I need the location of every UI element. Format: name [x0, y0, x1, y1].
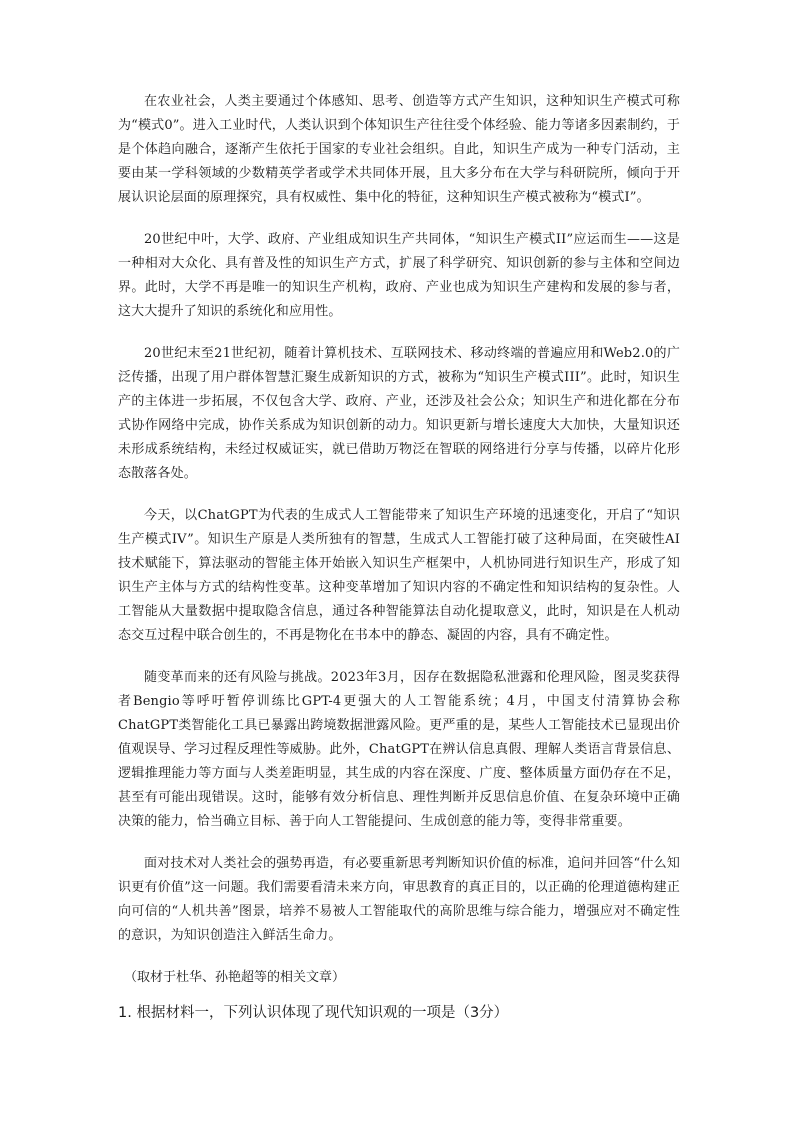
paragraph-5: 随变革而来的还有风险与挑战。2023年3月，因存在数据隐私泄露和伦理风险，图灵奖获得者Bengio等呼吁暂停训练比GPT-4更强大的人工智能系统；4月，中国支付清算协会称ChatGPT类智能化工具已暴露出跨境数据泄露风险。更严重的是，某些人工智能技术已显现出价值观误导、学习过程反理性等威胁。此外，ChatGPT在辨认信息真假、理解人类语言背景信息、逻辑推理能力等方面与人类差距明显，其生成的内容在深度、广度、整体质量方面仍存在不足，甚至有可能出现错误。这时，能够有效分析信息、理性判断并反思信息价值、在复杂环境中正确决策的能力，恰当确立目标、善于向人工智能提问、生成创意的能力等，变得非常重要。: [118, 670, 680, 829]
source-note: （取材于杜华、孙艳超等的相关文章）: [124, 970, 346, 985]
paragraph-2: 20世纪中叶，大学、政府、产业组成知识生产共同体，“知识生产模式II”应运而生——这是一种相对大众化、具有普及性的知识生产方式，扩展了科学研究、知识创新的参与主体和空间边界。此时，大学不再是唯一的知识生产机构，政府、产业也成为知识生产建构和发展的参与者，这大大提升了知识的系统化和应用性。: [118, 232, 680, 319]
paragraph-4: 今天，以ChatGPT为代表的生成式人工智能带来了知识生产环境的迅速变化，开启了“知识生产模式IV”。知识生产原是人类所独有的智慧，生成式人工智能打破了这种局面，在突破性AI技术赋能下，算法驱动的智能主体开始嵌入知识生产框架中，人机协同进行知识生产，形成了知识生产主体与方式的结构性变革。这种变革增加了知识内容的不确定性和知识结构的复杂性。人工智能从大量数据中提取隐含信息，通过各种智能算法自动化提取意义，此时，知识是在人机动态交互过程中联合创生的，不再是物化在书本中的静态、凝固的内容，具有不确定性。: [118, 508, 680, 643]
paragraph-3: 20世纪末至21世纪初，随着计算机技术、互联网技术、移动终端的普遍应用和Web2.0的广泛传播，出现了用户群体智慧汇聚生成新知识的方式，被称为“知识生产模式III”。此时，知识生产的主体进一步拓展，不仅包含大学、政府、产业，还涉及社会公众；知识生产和进化都在分布式协作网络中完成，协作关系成为知识创新的动力。知识更新与增长速度大大加快，大量知识还未形成系统结构，未经过权威证实，就已借助万物泛在智联的网络进行分享与传播，以碎片化形态散落各处。: [118, 346, 680, 481]
paragraph-6: 面对技术对人类社会的强势再造，有必要重新思考判断知识价值的标准，追问并回答“什么知识更有价值”这一问题。我们需要看清未来方向，审思教育的真正目的，以正确的伦理道德构建正向可信的“人机共善”图景，培养不易被人工智能取代的高阶思维与综合能力，增强应对不确定性的意识，为知识创造注入鲜活生命力。: [118, 856, 680, 943]
paragraph-1: 在农业社会，人类主要通过个体感知、思考、创造等方式产生知识，这种知识生产模式可称为“模式0”。进入工业时代，人类认识到个体知识生产往往受个体经验、能力等诸多因素制约，于是个体趋向融合，逐渐产生依托于国家的专业社会组织。自此，知识生产成为一种专门活动，主要由某一学科领域的少数精英学者或学术共同体开展，且大多分布在大学与科研院所，倾向于开展认识论层面的原理探究，具有权威性、集中化的特征，这种知识生产模式被称为“模式I”。: [118, 94, 680, 205]
question-1: 1. 根据材料一，下列认识体现了现代知识观的一项是（3分）: [118, 1005, 509, 1021]
